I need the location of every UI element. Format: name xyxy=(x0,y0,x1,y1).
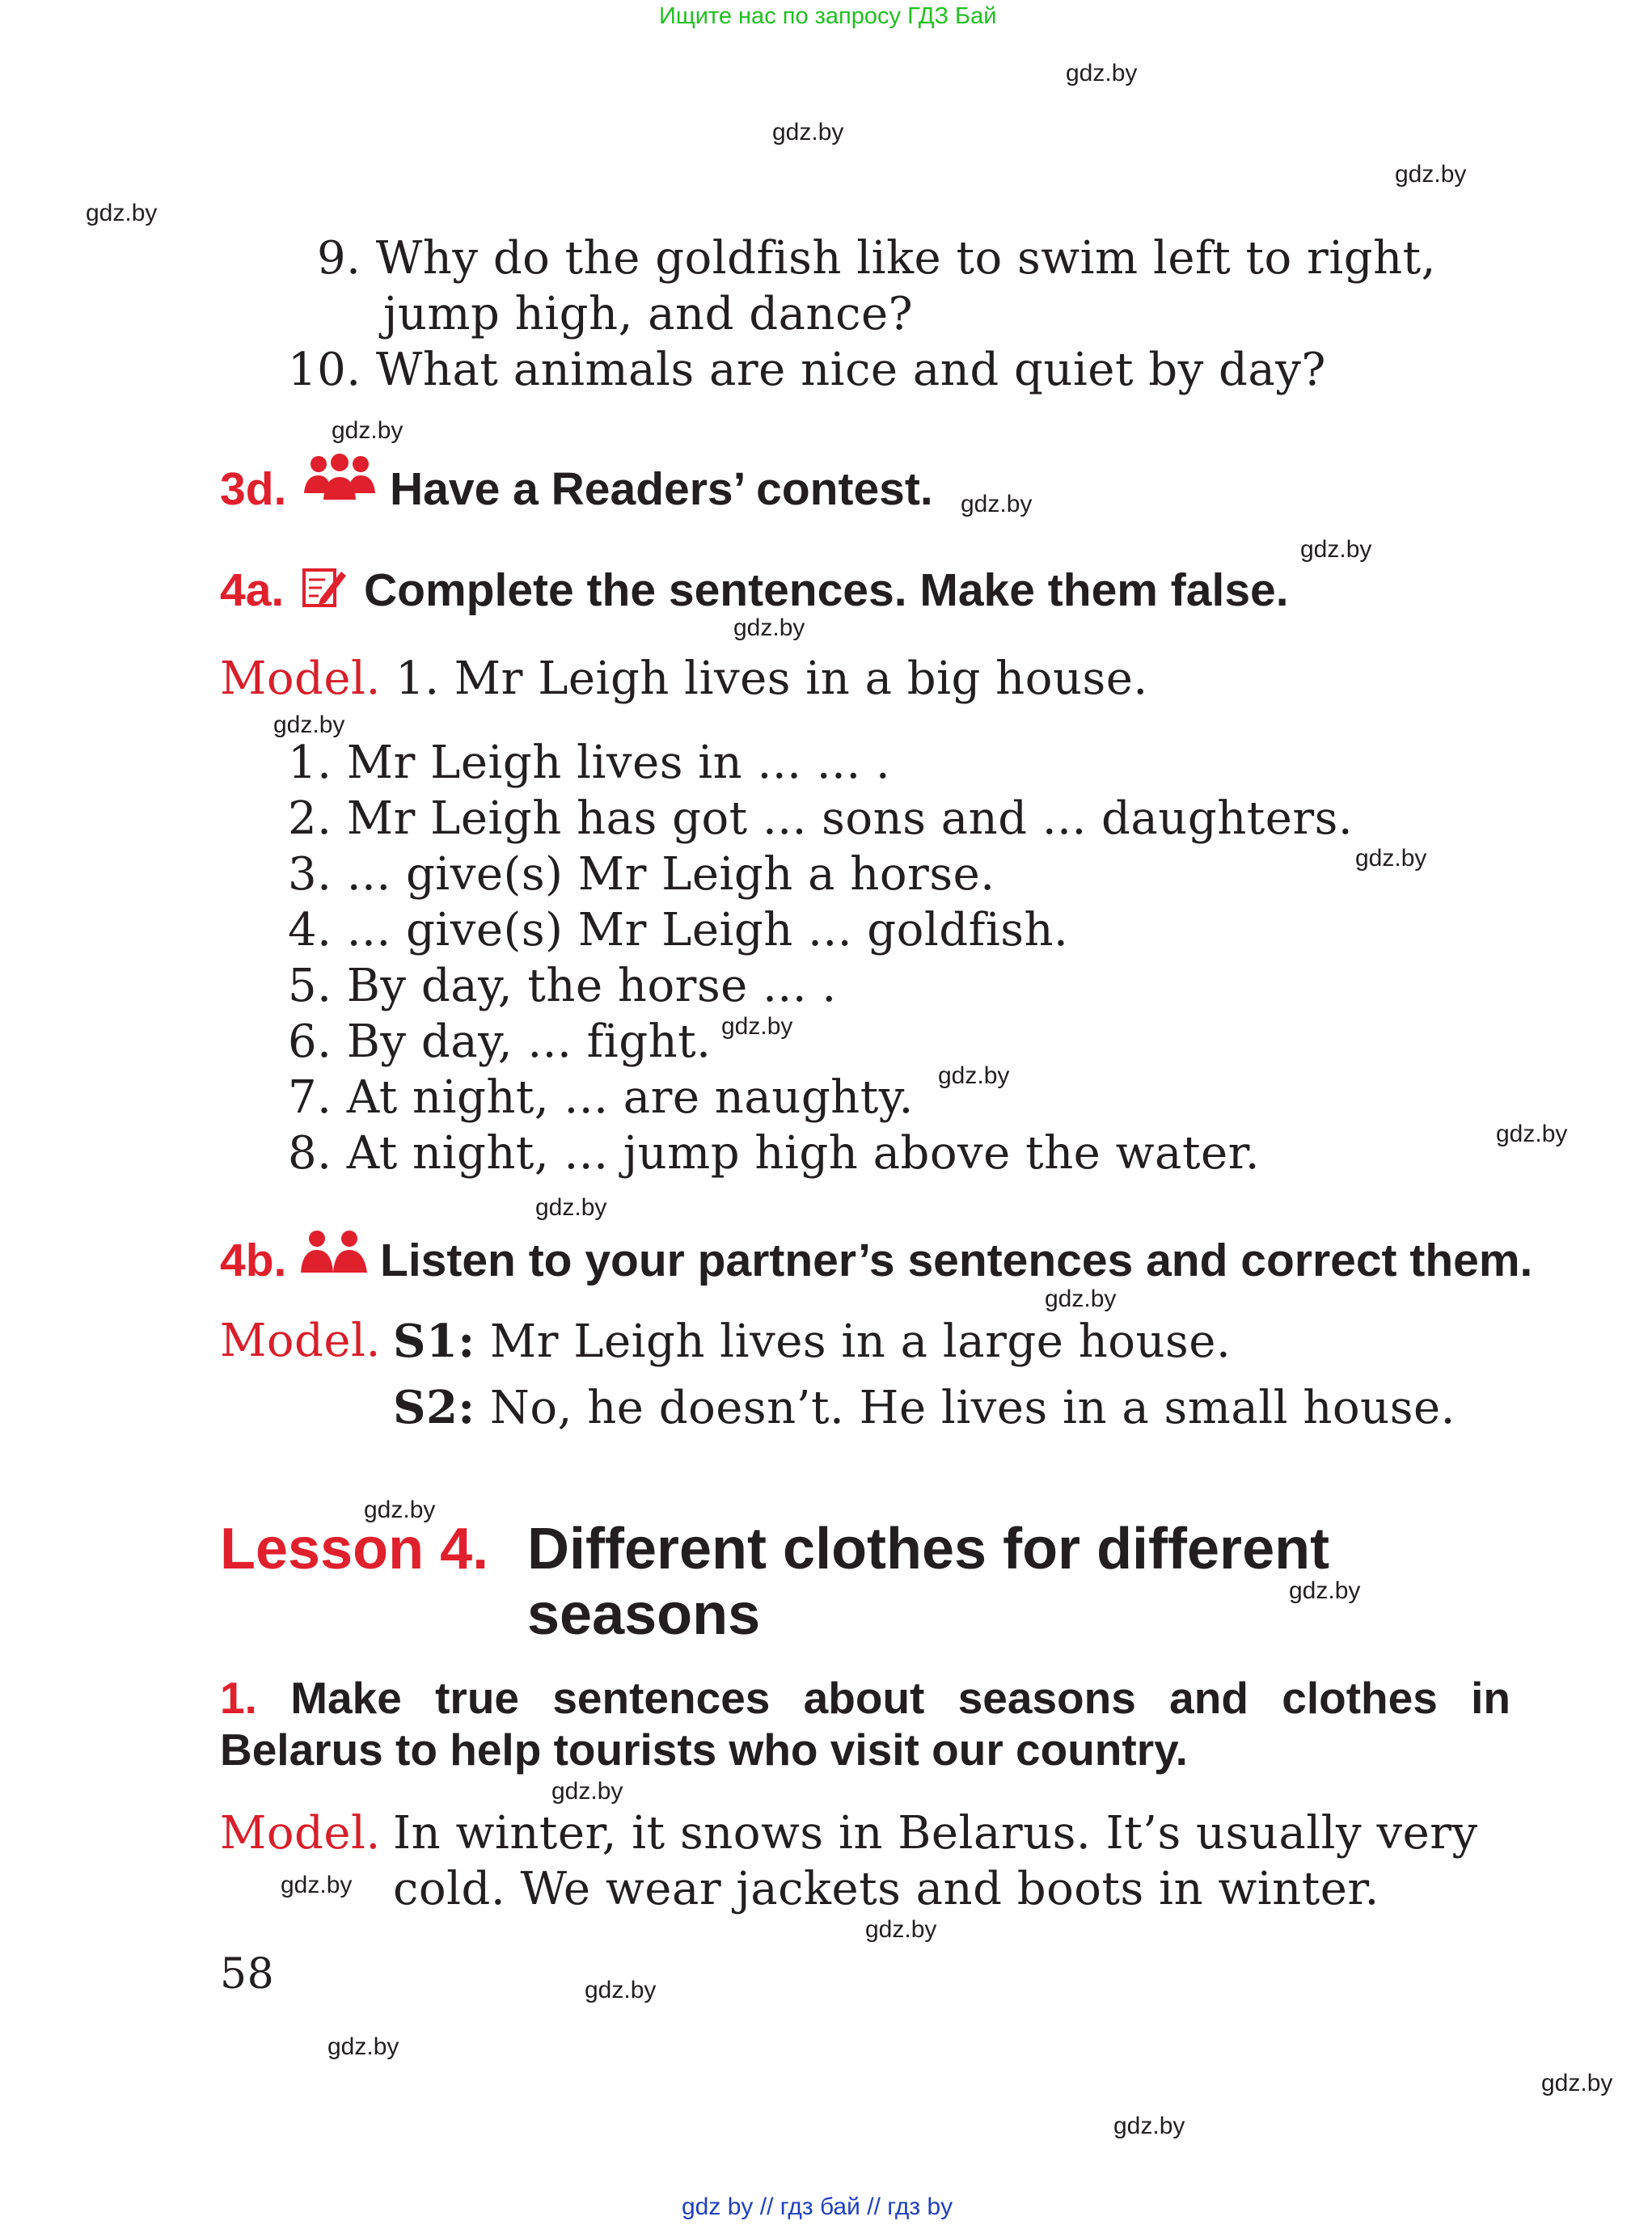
exercise-4b-instruction: Listen to your partner’s sentences and correct them. xyxy=(380,1235,1533,1286)
group-icon xyxy=(302,453,377,503)
list-item: 2. Mr Leigh has got ... sons and ... daughters. xyxy=(288,792,1354,845)
model-4a xyxy=(220,652,1148,705)
list-item: 5. By day, the horse ... . xyxy=(288,960,837,1012)
watermark: gdz.by xyxy=(733,614,805,641)
watermark: gdz.by xyxy=(961,491,1033,517)
watermark: gdz.by xyxy=(1541,2070,1613,2096)
exercise-4b-tag: 4b. xyxy=(220,1235,287,1286)
watermark: gdz.by xyxy=(327,2033,399,2060)
lesson-label: Lesson 4. xyxy=(220,1517,489,1581)
page-number: 58 xyxy=(220,1950,275,1999)
watermark: gdz.by xyxy=(86,200,158,226)
watermark: gdz.by xyxy=(585,1977,657,2003)
exercise-3d-instruction: Have a Readers’ contest. xyxy=(390,463,933,515)
question-number: 10. xyxy=(288,344,361,396)
watermark: gdz.by xyxy=(938,1062,1010,1089)
question-9-line2: jump high, and dance? xyxy=(383,288,914,340)
watermark: gdz.by xyxy=(1300,536,1372,563)
write-icon xyxy=(301,564,348,610)
question-number: 9. xyxy=(317,232,361,285)
model-text: 1. Mr Leigh lives in a big house. xyxy=(395,652,1148,705)
list-item: 6. By day, ... fight. xyxy=(288,1015,712,1068)
model-1-line2: cold. We wear jackets and boots in winter. xyxy=(393,1863,1379,1915)
question-text: Why do the goldfish like to swim left to right, xyxy=(375,232,1436,285)
watermark: gdz.by xyxy=(273,711,345,738)
watermark: gdz.by xyxy=(535,1194,607,1221)
speaker-label: S2: xyxy=(393,1381,475,1434)
lesson-title: Different clothes for different xyxy=(527,1517,1330,1581)
model-1 xyxy=(220,1807,381,1860)
list-item: 3. ... give(s) Mr Leigh a horse. xyxy=(288,848,995,901)
speaker-label: S1: xyxy=(393,1315,475,1368)
watermark: gdz.by xyxy=(1066,60,1138,87)
top-banner[interactable]: Ищите нас по запросу ГДЗ Бай xyxy=(659,3,997,29)
model-4b-s1-line: S1: Mr Leigh lives in a large house. xyxy=(393,1315,1232,1368)
watermark: gdz.by xyxy=(364,1497,436,1523)
watermark: gdz.by xyxy=(1395,161,1467,188)
exercise-4a-instruction: Complete the sentences. Make them false. xyxy=(364,564,1289,616)
lesson-title-line2: seasons xyxy=(527,1582,761,1647)
question-10 xyxy=(288,344,1326,396)
pair-icon xyxy=(299,1229,369,1274)
exercise-4a-tag: 4a. xyxy=(220,564,285,616)
exercise-1-instruction-line2: Belarus to help tourists who visit our country. xyxy=(220,1725,1188,1775)
exercise-3d-tag: 3d. xyxy=(220,463,287,515)
model-label: Model. xyxy=(220,1807,381,1860)
watermark: gdz.by xyxy=(721,1013,793,1040)
footer-link[interactable]: gdz by xyxy=(682,2193,754,2220)
watermark: gdz.by xyxy=(1496,1121,1568,1147)
watermark: gdz.by xyxy=(551,1778,623,1805)
model-label: Model. xyxy=(220,652,381,705)
exercise-1-tag: 1. xyxy=(220,1673,257,1723)
watermark: gdz.by xyxy=(1289,1577,1361,1604)
watermark: gdz.by xyxy=(1045,1286,1117,1312)
list-item: 7. At night, ... are naughty. xyxy=(288,1071,914,1124)
watermark: gdz.by xyxy=(1355,845,1427,872)
footer-link[interactable]: гдз by xyxy=(887,2193,953,2220)
list-item: 1. Mr Leigh lives in ... ... . xyxy=(288,737,891,789)
list-item: 8. At night, ... jump high above the water. xyxy=(288,1127,1261,1180)
model-label: Model. xyxy=(220,1315,381,1367)
exercise-1-instruction: 1. Make true sentences about seasons and clothes in xyxy=(220,1673,1511,1723)
watermark: gdz.by xyxy=(332,417,403,444)
question-text: What animals are nice and quiet by day? xyxy=(375,344,1326,396)
list-item: 4. ... give(s) Mr Leigh ... goldfish. xyxy=(288,904,1069,956)
watermark: gdz.by xyxy=(865,1916,937,1943)
model-4b-s2-line: S2: No, he doesn’t. He lives in a small house. xyxy=(393,1381,1456,1434)
footer-links[interactable]: gdz by // гдз бай // гдз by xyxy=(682,2193,953,2220)
model-4b-s1 xyxy=(220,1315,381,1367)
watermark: gdz.by xyxy=(772,119,844,146)
watermark: gdz.by xyxy=(281,1872,353,1898)
watermark: gdz.by xyxy=(1113,2113,1185,2139)
question-9 xyxy=(317,232,1436,285)
model-1-line1: In winter, it snows in Belarus. It’s usually very xyxy=(393,1807,1478,1860)
footer-link[interactable]: гдз бай xyxy=(780,2193,860,2220)
